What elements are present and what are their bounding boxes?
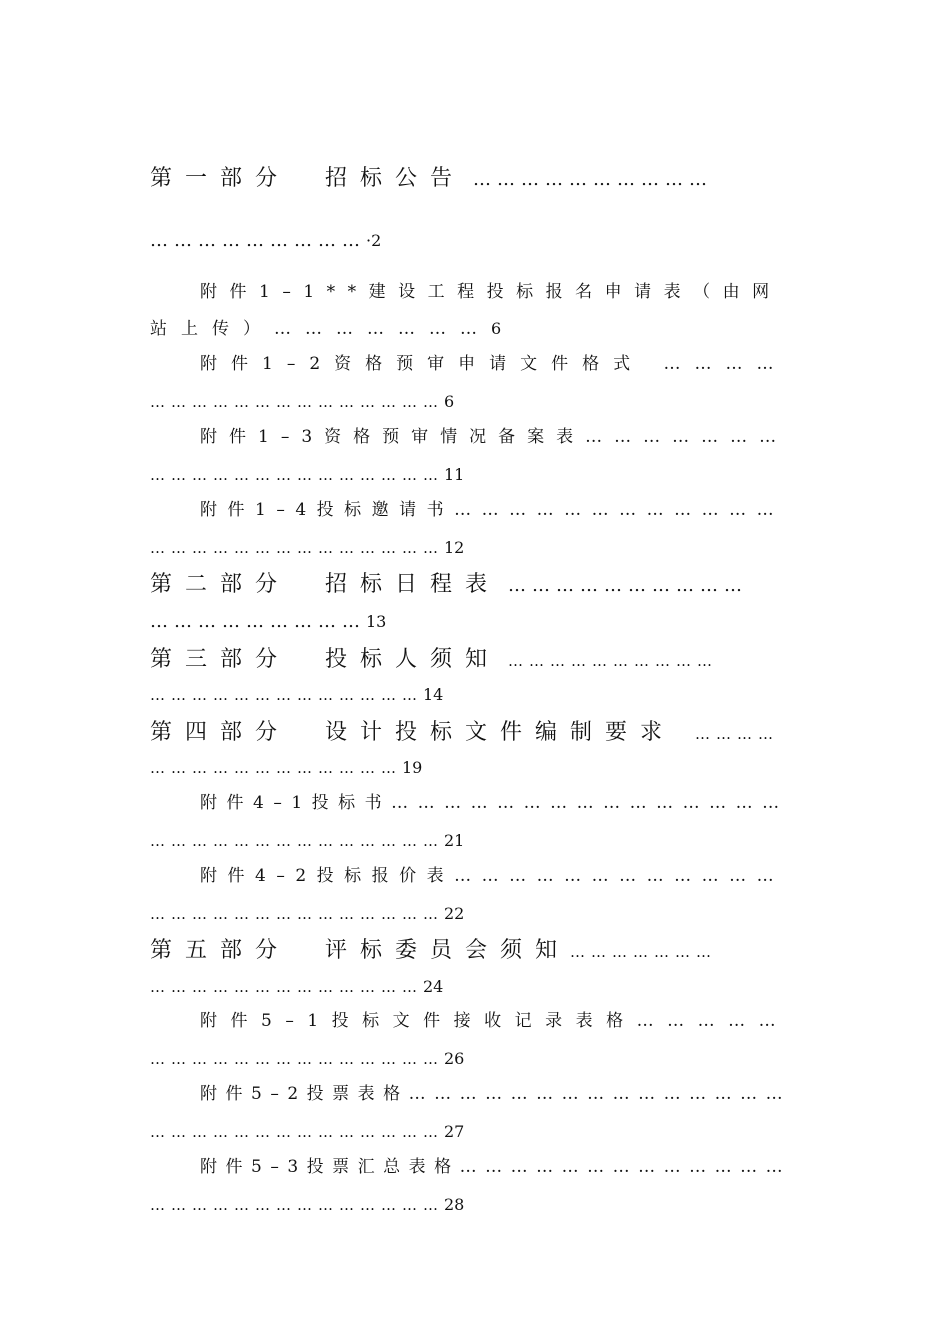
toc-att1-1-title[interactable] bbox=[200, 284, 782, 301]
toc-att1-3-leader: …………………………………… bbox=[150, 466, 444, 484]
toc-att4-2-title[interactable] bbox=[200, 868, 784, 885]
toc-att5-3-title[interactable] bbox=[200, 1159, 791, 1176]
toc-att5-2-page-number: 27 bbox=[444, 1122, 465, 1141]
toc-part4-leader-2: ……………………………… bbox=[150, 759, 402, 777]
toc-att5-1-page-number: 26 bbox=[444, 1049, 465, 1068]
toc-part4-continuation bbox=[150, 760, 422, 776]
toc-att1-2-leader: …………………………………… bbox=[150, 393, 444, 411]
toc-part5-leader: ………………… bbox=[570, 943, 718, 961]
toc-att5-2-title[interactable] bbox=[200, 1086, 791, 1103]
toc-part3-leader-2: ………………………………… bbox=[150, 686, 423, 704]
toc-part2-leader: ………………………… bbox=[508, 575, 749, 596]
toc-part5-title[interactable] bbox=[150, 940, 717, 962]
toc-part5-continuation bbox=[150, 979, 443, 995]
toc-att5-3-text: 附件5–3投票汇总表格………………………………… bbox=[200, 1157, 792, 1177]
toc-att1-1-continuation bbox=[150, 321, 501, 338]
toc-part4-title-text: 第四部分 设计投标文件编制要求 bbox=[150, 720, 676, 745]
toc-att5-2-leader: …………………………………… bbox=[150, 1123, 444, 1141]
toc-att1-2-text: 附件1–2资格预审申请文件格式 ………… bbox=[200, 354, 788, 374]
toc-att1-4-continuation bbox=[150, 540, 464, 556]
toc-part5-title-text: 第五部分 评标委员会须知 bbox=[150, 938, 571, 963]
toc-att1-1-text: 附件1–1**建设工程投标报名申请表（由网 bbox=[200, 282, 782, 302]
toc-part3-page-number: 14 bbox=[423, 685, 444, 704]
toc-att1-4-title[interactable] bbox=[200, 502, 784, 519]
toc-part1-continuation bbox=[150, 232, 381, 250]
toc-att1-2-title[interactable] bbox=[200, 356, 788, 373]
toc-part5-leader-2: ………………………………… bbox=[150, 978, 423, 996]
toc-att5-3-leader: …………………………………… bbox=[150, 1196, 444, 1214]
toc-part2-title[interactable] bbox=[150, 574, 748, 596]
toc-att1-3-page-number: 11 bbox=[444, 465, 465, 484]
toc-att4-1-leader: …………………………………… bbox=[150, 832, 444, 850]
toc-att4-1-title[interactable] bbox=[200, 795, 789, 812]
toc-att5-2-text: 附件5–2投票表格……………………………………… bbox=[200, 1084, 792, 1104]
toc-att4-1-continuation bbox=[150, 833, 464, 849]
toc-att1-4-leader: …………………………………… bbox=[150, 539, 444, 557]
toc-part3-title-text: 第三部分 投标人须知 bbox=[150, 647, 501, 672]
toc-att4-2-continuation bbox=[150, 906, 464, 922]
toc-part3-leader: ………………………… bbox=[508, 652, 719, 670]
toc-part1-leader-2: ……………………… bbox=[150, 230, 366, 251]
toc-att1-1-page-number: 6 bbox=[491, 319, 502, 338]
toc-att4-2-text: 附件4–2投标报价表……………………………… bbox=[200, 866, 785, 886]
toc-att4-1-text: 附件4–1投标书……………………………………… bbox=[200, 793, 789, 813]
toc-part2-continuation bbox=[150, 613, 386, 631]
toc-att1-4-page-number: 12 bbox=[444, 538, 465, 557]
toc-att1-1-leader: 站上传）………………… bbox=[150, 319, 491, 339]
toc-att1-2-page-number: 6 bbox=[444, 392, 455, 411]
toc-part1-leader: ………………………… bbox=[473, 169, 714, 190]
toc-att1-2-continuation bbox=[150, 394, 454, 410]
toc-att5-3-continuation bbox=[150, 1197, 464, 1213]
toc-att1-3-text: 附件1–3资格预审情况备案表………………… bbox=[200, 427, 789, 447]
toc-att5-1-continuation bbox=[150, 1051, 464, 1067]
toc-part1-title-text: 第一部分 招标公告 bbox=[150, 166, 466, 191]
toc-att4-2-page-number: 22 bbox=[444, 904, 465, 923]
toc-att5-2-continuation bbox=[150, 1124, 464, 1140]
toc-part2-title-text: 第二部分 招标日程表 bbox=[150, 572, 501, 597]
toc-att1-3-title[interactable] bbox=[200, 429, 788, 446]
toc-att5-1-leader: …………………………………… bbox=[150, 1050, 444, 1068]
toc-att4-1-page-number: 21 bbox=[444, 831, 465, 850]
toc-part4-title[interactable] bbox=[150, 722, 779, 744]
toc-part1-page-number: ·2 bbox=[366, 231, 382, 250]
toc-att1-3-continuation bbox=[150, 467, 464, 483]
toc-att5-1-text: 附件5–1投标文件接收记录表格…………… bbox=[200, 1011, 790, 1031]
toc-part2-leader-2: ……………………… bbox=[150, 611, 366, 632]
toc-att4-2-leader: …………………………………… bbox=[150, 905, 444, 923]
toc-part2-page-number: 13 bbox=[366, 612, 387, 631]
toc-part4-leader: ………… bbox=[695, 725, 780, 743]
toc-part3-title[interactable] bbox=[150, 649, 718, 671]
toc-part3-continuation bbox=[150, 687, 443, 703]
toc-part5-page-number: 24 bbox=[423, 977, 444, 996]
toc-att5-1-title[interactable] bbox=[200, 1013, 789, 1030]
toc-part4-page-number: 19 bbox=[402, 758, 423, 777]
toc-att5-3-page-number: 28 bbox=[444, 1195, 465, 1214]
toc-att1-4-text: 附件1–4投标邀请书……………………………… bbox=[200, 500, 785, 520]
toc-part1-title[interactable] bbox=[150, 168, 713, 190]
